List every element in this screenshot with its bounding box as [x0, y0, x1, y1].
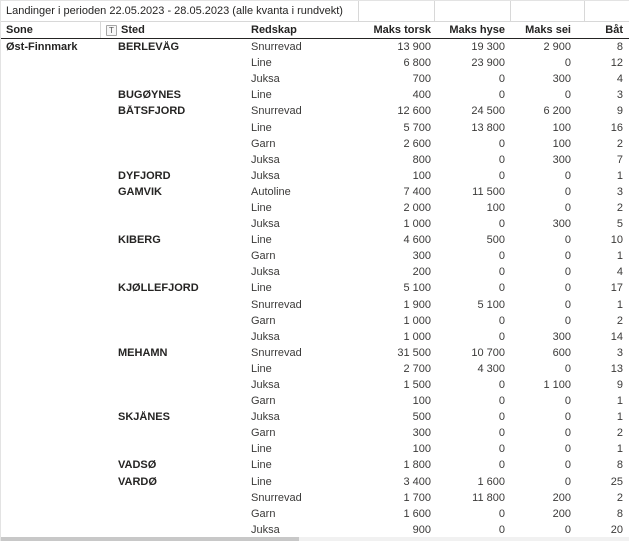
cell-redskap: Line [251, 89, 272, 102]
cell-sted: VADSØ [118, 459, 157, 472]
table-row[interactable] [1, 55, 629, 71]
column-header-maks-sei-label: Maks sei [525, 24, 571, 36]
title-empty-cell [511, 1, 585, 21]
cell-bat: 9 [616, 105, 623, 118]
table-row[interactable] [1, 345, 629, 361]
cell-maks-sei: 200 [552, 491, 571, 504]
cell-redskap: Garn [251, 507, 276, 520]
table-body [1, 39, 629, 538]
cell-bat: 10 [610, 234, 623, 247]
cell-maks-hyse: 0 [498, 507, 505, 520]
cell-redskap: Garn [251, 427, 276, 440]
cell-redskap: Juksa [251, 523, 280, 536]
cell-maks-sei: 0 [564, 459, 571, 472]
cell-maks-torsk: 500 [412, 411, 431, 424]
table-row[interactable] [1, 393, 629, 409]
cell-maks-sei: 0 [564, 362, 571, 375]
cell-maks-sei: 0 [564, 169, 571, 182]
column-header-bat-label: Båt [605, 24, 623, 36]
cell-maks-torsk: 1 000 [403, 218, 431, 231]
cell-maks-torsk: 5 700 [403, 121, 431, 134]
cell-maks-sei: 1 100 [543, 379, 571, 392]
cell-maks-sei: 300 [552, 73, 571, 86]
cell-bat: 1 [616, 395, 623, 408]
cell-bat: 3 [616, 346, 623, 359]
cell-redskap: Juksa [251, 153, 280, 166]
cell-bat: 1 [616, 250, 623, 263]
table-row[interactable] [1, 184, 629, 200]
cell-maks-hyse: 0 [498, 73, 505, 86]
horizontal-scrollbar[interactable] [1, 537, 629, 541]
cell-redskap: Line [251, 201, 272, 214]
cell-bat: 3 [616, 185, 623, 198]
cell-maks-hyse: 0 [498, 523, 505, 536]
title-empty-cell [359, 1, 435, 21]
cell-redskap: Juksa [251, 411, 280, 424]
column-header-sted-label: Sted [121, 24, 145, 36]
title-empty-cell [585, 1, 629, 21]
table-row[interactable] [1, 506, 629, 522]
table-row[interactable] [1, 409, 629, 425]
column-header-maks-hyse-label: Maks hyse [449, 24, 505, 36]
table-row[interactable] [1, 361, 629, 377]
cell-maks-hyse: 0 [498, 427, 505, 440]
table-row[interactable] [1, 87, 629, 103]
column-header-redskap-label: Redskap [251, 24, 297, 36]
cell-bat: 20 [610, 523, 623, 536]
cell-maks-torsk: 1 500 [403, 379, 431, 392]
cell-redskap: Autoline [251, 185, 291, 198]
cell-maks-hyse: 0 [498, 153, 505, 166]
filter-icon[interactable]: T [106, 25, 117, 36]
cell-maks-hyse: 500 [486, 234, 505, 247]
cell-bat: 1 [616, 443, 623, 456]
cell-maks-hyse: 10 700 [471, 346, 505, 359]
cell-sted: BERLEVÅG [118, 41, 180, 54]
cell-maks-hyse: 24 500 [471, 105, 505, 118]
cell-maks-torsk: 1 800 [403, 459, 431, 472]
cell-redskap: Juksa [251, 73, 280, 86]
column-header-redskap[interactable] [249, 22, 359, 38]
title-empty-cell [435, 1, 511, 21]
cell-maks-torsk: 1 000 [403, 314, 431, 327]
cell-sted: BUGØYNES [118, 89, 181, 102]
cell-maks-torsk: 2 700 [403, 362, 431, 375]
cell-bat: 9 [616, 379, 623, 392]
cell-sted: MEHAMN [118, 346, 168, 359]
cell-maks-sei: 600 [552, 346, 571, 359]
cell-maks-hyse: 0 [498, 314, 505, 327]
table-row[interactable] [1, 136, 629, 152]
cell-sted: VARDØ [118, 475, 157, 488]
cell-bat: 25 [610, 475, 623, 488]
column-header-maks-torsk[interactable] [359, 22, 435, 38]
cell-maks-hyse: 1 600 [477, 475, 505, 488]
cell-sted: SKJÅNES [118, 411, 170, 424]
cell-redskap: Line [251, 443, 272, 456]
cell-redskap: Garn [251, 250, 276, 263]
table-row[interactable] [1, 522, 629, 538]
table-row[interactable] [1, 377, 629, 393]
cell-maks-hyse: 0 [498, 137, 505, 150]
cell-bat: 13 [610, 362, 623, 375]
cell-maks-torsk: 5 100 [403, 282, 431, 295]
cell-maks-sei: 0 [564, 427, 571, 440]
cell-redskap: Line [251, 57, 272, 70]
cell-maks-sei: 300 [552, 218, 571, 231]
cell-maks-sei: 300 [552, 153, 571, 166]
cell-bat: 2 [616, 427, 623, 440]
cell-bat: 8 [616, 41, 623, 54]
cell-maks-hyse: 19 300 [471, 41, 505, 54]
column-header-sone-label: Sone [6, 24, 33, 36]
cell-maks-sei: 0 [564, 234, 571, 247]
cell-maks-sei: 0 [564, 395, 571, 408]
cell-bat: 8 [616, 459, 623, 472]
cell-maks-sei: 100 [552, 137, 571, 150]
cell-maks-hyse: 0 [498, 282, 505, 295]
column-header-bat[interactable] [585, 22, 629, 38]
report-title: Landinger i perioden 22.05.2023 - 28.05.2023 (alle kvanta i rundvekt) [1, 1, 359, 21]
cell-redskap: Line [251, 475, 272, 488]
cell-maks-sei: 0 [564, 185, 571, 198]
cell-bat: 8 [616, 507, 623, 520]
cell-maks-hyse: 4 300 [477, 362, 505, 375]
cell-redskap: Snurrevad [251, 298, 302, 311]
table-row[interactable] [1, 441, 629, 457]
cell-bat: 4 [616, 73, 623, 86]
column-header-sone[interactable] [1, 22, 101, 38]
cell-maks-sei: 0 [564, 57, 571, 70]
cell-maks-torsk: 1 700 [403, 491, 431, 504]
cell-sted: KIBERG [118, 234, 161, 247]
cell-sted: KJØLLEFJORD [118, 282, 199, 295]
table-row[interactable] [1, 39, 629, 55]
cell-bat: 1 [616, 298, 623, 311]
cell-maks-torsk: 300 [412, 250, 431, 263]
table-row[interactable] [1, 152, 629, 168]
cell-bat: 1 [616, 169, 623, 182]
cell-maks-hyse: 5 100 [477, 298, 505, 311]
cell-maks-torsk: 800 [412, 153, 431, 166]
cell-maks-sei: 6 200 [543, 105, 571, 118]
cell-maks-hyse: 13 800 [471, 121, 505, 134]
cell-maks-sei: 0 [564, 201, 571, 214]
cell-redskap: Snurrevad [251, 41, 302, 54]
cell-maks-hyse: 0 [498, 169, 505, 182]
column-header-maks-hyse[interactable] [435, 22, 511, 38]
cell-maks-sei: 0 [564, 314, 571, 327]
cell-bat: 12 [610, 57, 623, 70]
cell-maks-hyse: 0 [498, 443, 505, 456]
table-row[interactable] [1, 264, 629, 280]
cell-bat: 4 [616, 266, 623, 279]
cell-maks-torsk: 200 [412, 266, 431, 279]
cell-maks-torsk: 31 500 [397, 346, 431, 359]
cell-maks-torsk: 12 600 [397, 105, 431, 118]
table-row[interactable] [1, 490, 629, 506]
cell-sted: GAMVIK [118, 185, 162, 198]
cell-maks-sei: 0 [564, 523, 571, 536]
cell-maks-torsk: 2 600 [403, 137, 431, 150]
cell-maks-sei: 100 [552, 121, 571, 134]
cell-maks-sei: 0 [564, 266, 571, 279]
horizontal-scrollbar-thumb[interactable] [1, 537, 299, 541]
cell-maks-hyse: 0 [498, 218, 505, 231]
table-row[interactable] [1, 216, 629, 232]
cell-maks-hyse: 0 [498, 89, 505, 102]
cell-sted: DYFJORD [118, 169, 171, 182]
table-row[interactable] [1, 280, 629, 296]
table-row[interactable] [1, 474, 629, 490]
cell-bat: 16 [610, 121, 623, 134]
cell-bat: 2 [616, 491, 623, 504]
cell-maks-sei: 300 [552, 330, 571, 343]
cell-redskap: Line [251, 234, 272, 247]
cell-maks-hyse: 0 [498, 395, 505, 408]
cell-maks-torsk: 100 [412, 443, 431, 456]
cell-maks-torsk: 400 [412, 89, 431, 102]
cell-redskap: Garn [251, 395, 276, 408]
cell-maks-torsk: 300 [412, 427, 431, 440]
cell-maks-hyse: 0 [498, 250, 505, 263]
cell-sted: BÅTSFJORD [118, 105, 186, 118]
cell-maks-sei: 0 [564, 282, 571, 295]
cell-maks-torsk: 2 000 [403, 201, 431, 214]
cell-maks-torsk: 7 400 [403, 185, 431, 198]
cell-maks-sei: 0 [564, 250, 571, 263]
title-row [1, 1, 629, 22]
table-row[interactable] [1, 200, 629, 216]
table-row[interactable] [1, 119, 629, 135]
cell-maks-hyse: 0 [498, 459, 505, 472]
cell-bat: 14 [610, 330, 623, 343]
cell-redskap: Juksa [251, 266, 280, 279]
cell-maks-sei: 0 [564, 89, 571, 102]
cell-redskap: Line [251, 362, 272, 375]
cell-maks-sei: 2 900 [543, 41, 571, 54]
cell-maks-torsk: 13 900 [397, 41, 431, 54]
cell-maks-torsk: 900 [412, 523, 431, 536]
cell-maks-hyse: 100 [486, 201, 505, 214]
cell-maks-sei: 200 [552, 507, 571, 520]
cell-maks-hyse: 0 [498, 411, 505, 424]
cell-bat: 2 [616, 314, 623, 327]
table-row[interactable] [1, 232, 629, 248]
table-row[interactable] [1, 103, 629, 119]
cell-redskap: Line [251, 121, 272, 134]
cell-maks-torsk: 100 [412, 169, 431, 182]
cell-maks-hyse: 11 800 [472, 491, 505, 504]
table-header [1, 22, 629, 39]
cell-maks-torsk: 3 400 [403, 475, 431, 488]
cell-bat: 17 [610, 282, 623, 295]
cell-maks-torsk: 1 000 [403, 330, 431, 343]
cell-maks-sei: 0 [564, 443, 571, 456]
cell-maks-sei: 0 [564, 298, 571, 311]
cell-redskap: Juksa [251, 169, 280, 182]
table-row[interactable] [1, 457, 629, 473]
cell-redskap: Snurrevad [251, 346, 302, 359]
cell-maks-hyse: 11 500 [472, 185, 505, 198]
column-header-maks-torsk-label: Maks torsk [373, 24, 431, 36]
table-row[interactable] [1, 71, 629, 87]
table-row[interactable] [1, 297, 629, 313]
cell-bat: 7 [616, 153, 623, 166]
cell-redskap: Line [251, 282, 272, 295]
column-header-maks-sei[interactable] [511, 22, 585, 38]
cell-maks-hyse: 0 [498, 330, 505, 343]
cell-redskap: Juksa [251, 379, 280, 392]
column-header-sted[interactable] [101, 22, 249, 38]
cell-maks-hyse: 23 900 [471, 57, 505, 70]
cell-redskap: Snurrevad [251, 491, 302, 504]
table-row[interactable] [1, 425, 629, 441]
cell-bat: 5 [616, 218, 623, 231]
cell-redskap: Snurrevad [251, 105, 302, 118]
table-row[interactable] [1, 248, 629, 264]
cell-sone: Øst-Finnmark [6, 41, 78, 54]
cell-bat: 2 [616, 201, 623, 214]
table-row[interactable] [1, 168, 629, 184]
cell-bat: 1 [616, 411, 623, 424]
cell-maks-torsk: 1 900 [403, 298, 431, 311]
cell-redskap: Line [251, 459, 272, 472]
cell-maks-sei: 0 [564, 475, 571, 488]
cell-maks-torsk: 100 [412, 395, 431, 408]
cell-bat: 3 [616, 89, 623, 102]
cell-redskap: Garn [251, 137, 276, 150]
cell-maks-sei: 0 [564, 411, 571, 424]
cell-maks-torsk: 6 800 [403, 57, 431, 70]
cell-maks-hyse: 0 [498, 379, 505, 392]
cell-maks-torsk: 700 [412, 73, 431, 86]
cell-bat: 2 [616, 137, 623, 150]
cell-maks-torsk: 1 600 [403, 507, 431, 520]
cell-redskap: Juksa [251, 330, 280, 343]
table-row[interactable] [1, 313, 629, 329]
table-row[interactable] [1, 329, 629, 345]
cell-redskap: Garn [251, 314, 276, 327]
cell-maks-torsk: 4 600 [403, 234, 431, 247]
cell-redskap: Juksa [251, 218, 280, 231]
cell-maks-hyse: 0 [498, 266, 505, 279]
